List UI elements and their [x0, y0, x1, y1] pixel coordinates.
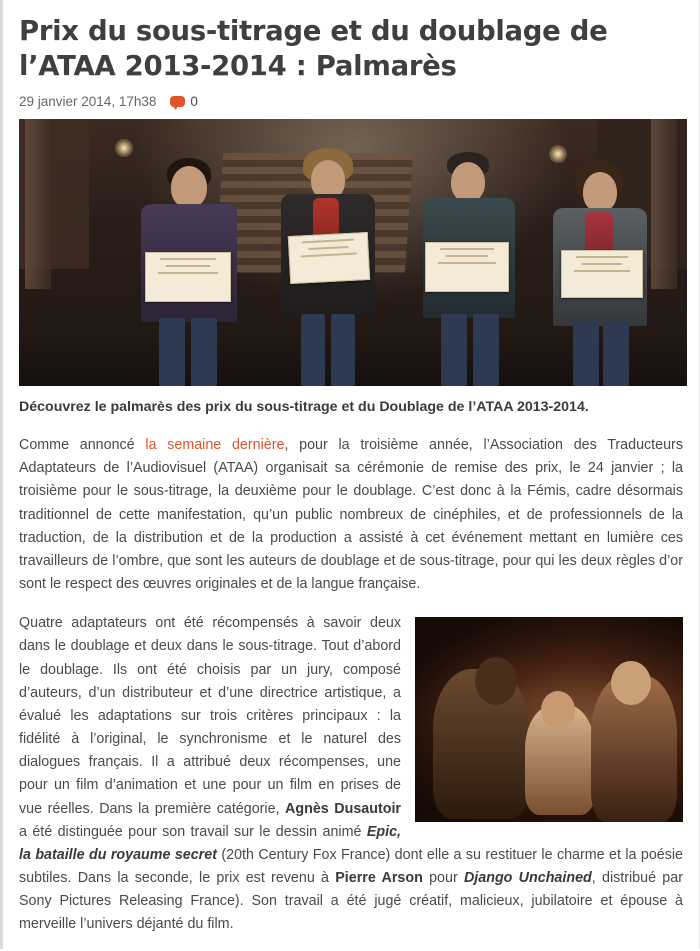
- paragraph-2-part-2: a été distinguée pour son travail sur le dessin animé: [19, 823, 367, 840]
- paragraph-2-part-1: Quatre adaptateurs ont été récompensés à savoir deux dans le doublage et deux dans le sous-titrage. Tout d’abord le doublage. Ils ont été choisis par un jury, composé d’auteurs, d’un distributeur et d’une directrice artistique, a évalué les adaptations sur trois critères principaux : la fidélité à l’original, le synchronisme et le naturel des dialogues français. Il a attribué deux récompenses, une pour un film d’animation et une pour un film en prises de vue réelles. Dans la première catégorie,: [19, 615, 401, 817]
- paragraph-2-part-3: (20th Century Fox France) dont elle a su restituer le charme et la poésie subtiles. Dans la seconde, le prix est revenu à: [19, 846, 683, 886]
- paragraph-2-part-4: pour: [422, 869, 464, 886]
- comment-bubble-icon: [170, 96, 185, 107]
- comment-count: 0: [190, 94, 198, 110]
- award-name-pierre: Pierre Arson: [335, 869, 423, 886]
- page-title: Prix du sous-titrage et du doublage de l’ATAA 2013-2014 : Palmarès: [19, 15, 608, 82]
- paragraph-1-part-2: , pour la troisième année, l’Association des Traducteurs Adaptateurs de l’Audiovisuel (ATAA) organisait sa cérémonie de remise des prix, le 24 janvier ; la troisième pour le sous-titrage, la deuxième pour le doublage. C’est donc à la Fémis, cadre désormais traditionnel de cette manifestation, qu’un public nombreux de cinéphiles, et de professionnels de la traduction, de la distribution et de la production a assisté à cet événement mettant en lumière ces travailleurs de l’ombre, que sont les auteurs de doublage et de sous-titrage, pour qui les deux règles d’or sont le respect des œuvres originales et de la langue française.: [19, 437, 683, 593]
- hero-image: [19, 119, 687, 386]
- hero-person-2: [267, 148, 387, 386]
- hero-pillar-left: [25, 119, 51, 289]
- film-figure-left-head: [475, 657, 517, 705]
- film-figure-right-head: [611, 661, 651, 705]
- film-figure-center-head: [541, 691, 575, 729]
- article-meta: [19, 94, 683, 109]
- inline-image-django: [415, 617, 683, 822]
- hero-person-3: [407, 150, 527, 386]
- paragraph-1: [19, 434, 683, 596]
- image-caption: Découvrez le palmarès des prix du sous-titrage et du Doublage de l’ATAA 2013-2014.: [19, 399, 589, 416]
- hero-person-1: [129, 156, 249, 386]
- film-title-django: Django Unchained: [463, 869, 592, 886]
- award-name-agnes: Agnès Dusautoir: [285, 800, 401, 817]
- hero-person-4: [531, 158, 661, 386]
- previous-week-link[interactable]: la semaine dernière: [145, 437, 285, 454]
- paragraph-2-part-5: , distribué par Sony Pictures Releasing France). Son travail a été jugé créatif, malicieux, jubilatoire et épouse à merveille l’univers déjanté du film.: [19, 869, 683, 933]
- comment-link[interactable]: [170, 94, 198, 109]
- paragraph-1-part-1: Comme annoncé: [19, 437, 146, 454]
- publish-date: 29 janvier 2014, 17h38: [19, 94, 157, 110]
- film-title-epic: Epic, la bataille du royaume secret: [19, 823, 401, 863]
